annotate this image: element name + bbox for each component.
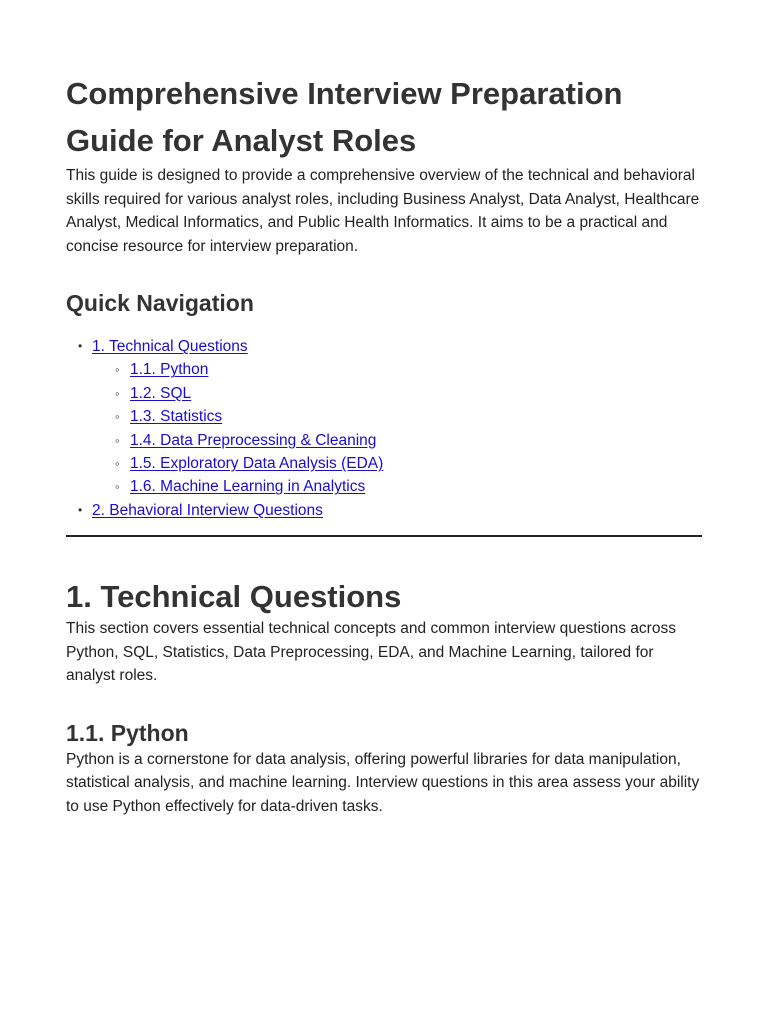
nav-link-eda[interactable]: 1.5. Exploratory Data Analysis (EDA): [130, 455, 384, 473]
quick-navigation-list: [66, 335, 702, 522]
python-heading: 1.1. Python: [66, 719, 189, 746]
nav-item-statistics: [130, 405, 702, 428]
nav-item-machine-learning: [130, 475, 702, 498]
nav-link-statistics[interactable]: 1.3. Statistics: [130, 408, 223, 426]
section-divider: [66, 535, 702, 537]
nav-link-technical-questions[interactable]: 1. Technical Questions: [92, 338, 248, 355]
nav-link-sql[interactable]: 1.2. SQL: [130, 384, 192, 402]
nav-item-eda: [130, 452, 702, 475]
intro-paragraph: This guide is designed to provide a comprehensive overview of the technical and behavioral skills required for various analyst roles, including Business Analyst, Data Analyst, Healthcare Analyst, Medical Informatics, and Public Health Informatics. It aims to be a practical and concise resource for interview preparation.: [66, 167, 700, 255]
nav-item-data-preprocessing: [130, 429, 702, 452]
nav-item-python: [130, 358, 702, 381]
nav-link-python[interactable]: 1.1. Python: [130, 361, 209, 379]
nav-item-technical-questions: [92, 335, 702, 499]
technical-questions-heading: 1. Technical Questions: [66, 579, 402, 615]
python-intro-paragraph: Python is a cornerstone for data analysis, offering powerful libraries for data manipulation, statistical analysis, and machine learning. Interview questions in this area assess your ability to use Python effectively for data-driven tasks.: [66, 750, 700, 815]
nav-link-data-preprocessing[interactable]: 1.4. Data Preprocessing & Cleaning: [130, 431, 377, 449]
technical-subnav-list: [92, 358, 702, 498]
technical-intro-paragraph: This section covers essential technical concepts and common interview questions across Python, SQL, Statistics, Data Preprocessing, EDA, and Machine Learning, tailored for analyst roles.: [66, 620, 676, 685]
nav-item-behavioral-questions: [92, 499, 702, 522]
nav-item-sql: [130, 382, 702, 405]
nav-link-machine-learning[interactable]: 1.6. Machine Learning in Analytics: [130, 478, 366, 496]
quick-navigation-heading: Quick Navigation: [66, 290, 254, 316]
nav-link-behavioral-questions[interactable]: 2. Behavioral Interview Questions: [92, 501, 323, 519]
page-title: Comprehensive Interview Preparation Guide for Analyst Roles: [66, 76, 623, 158]
